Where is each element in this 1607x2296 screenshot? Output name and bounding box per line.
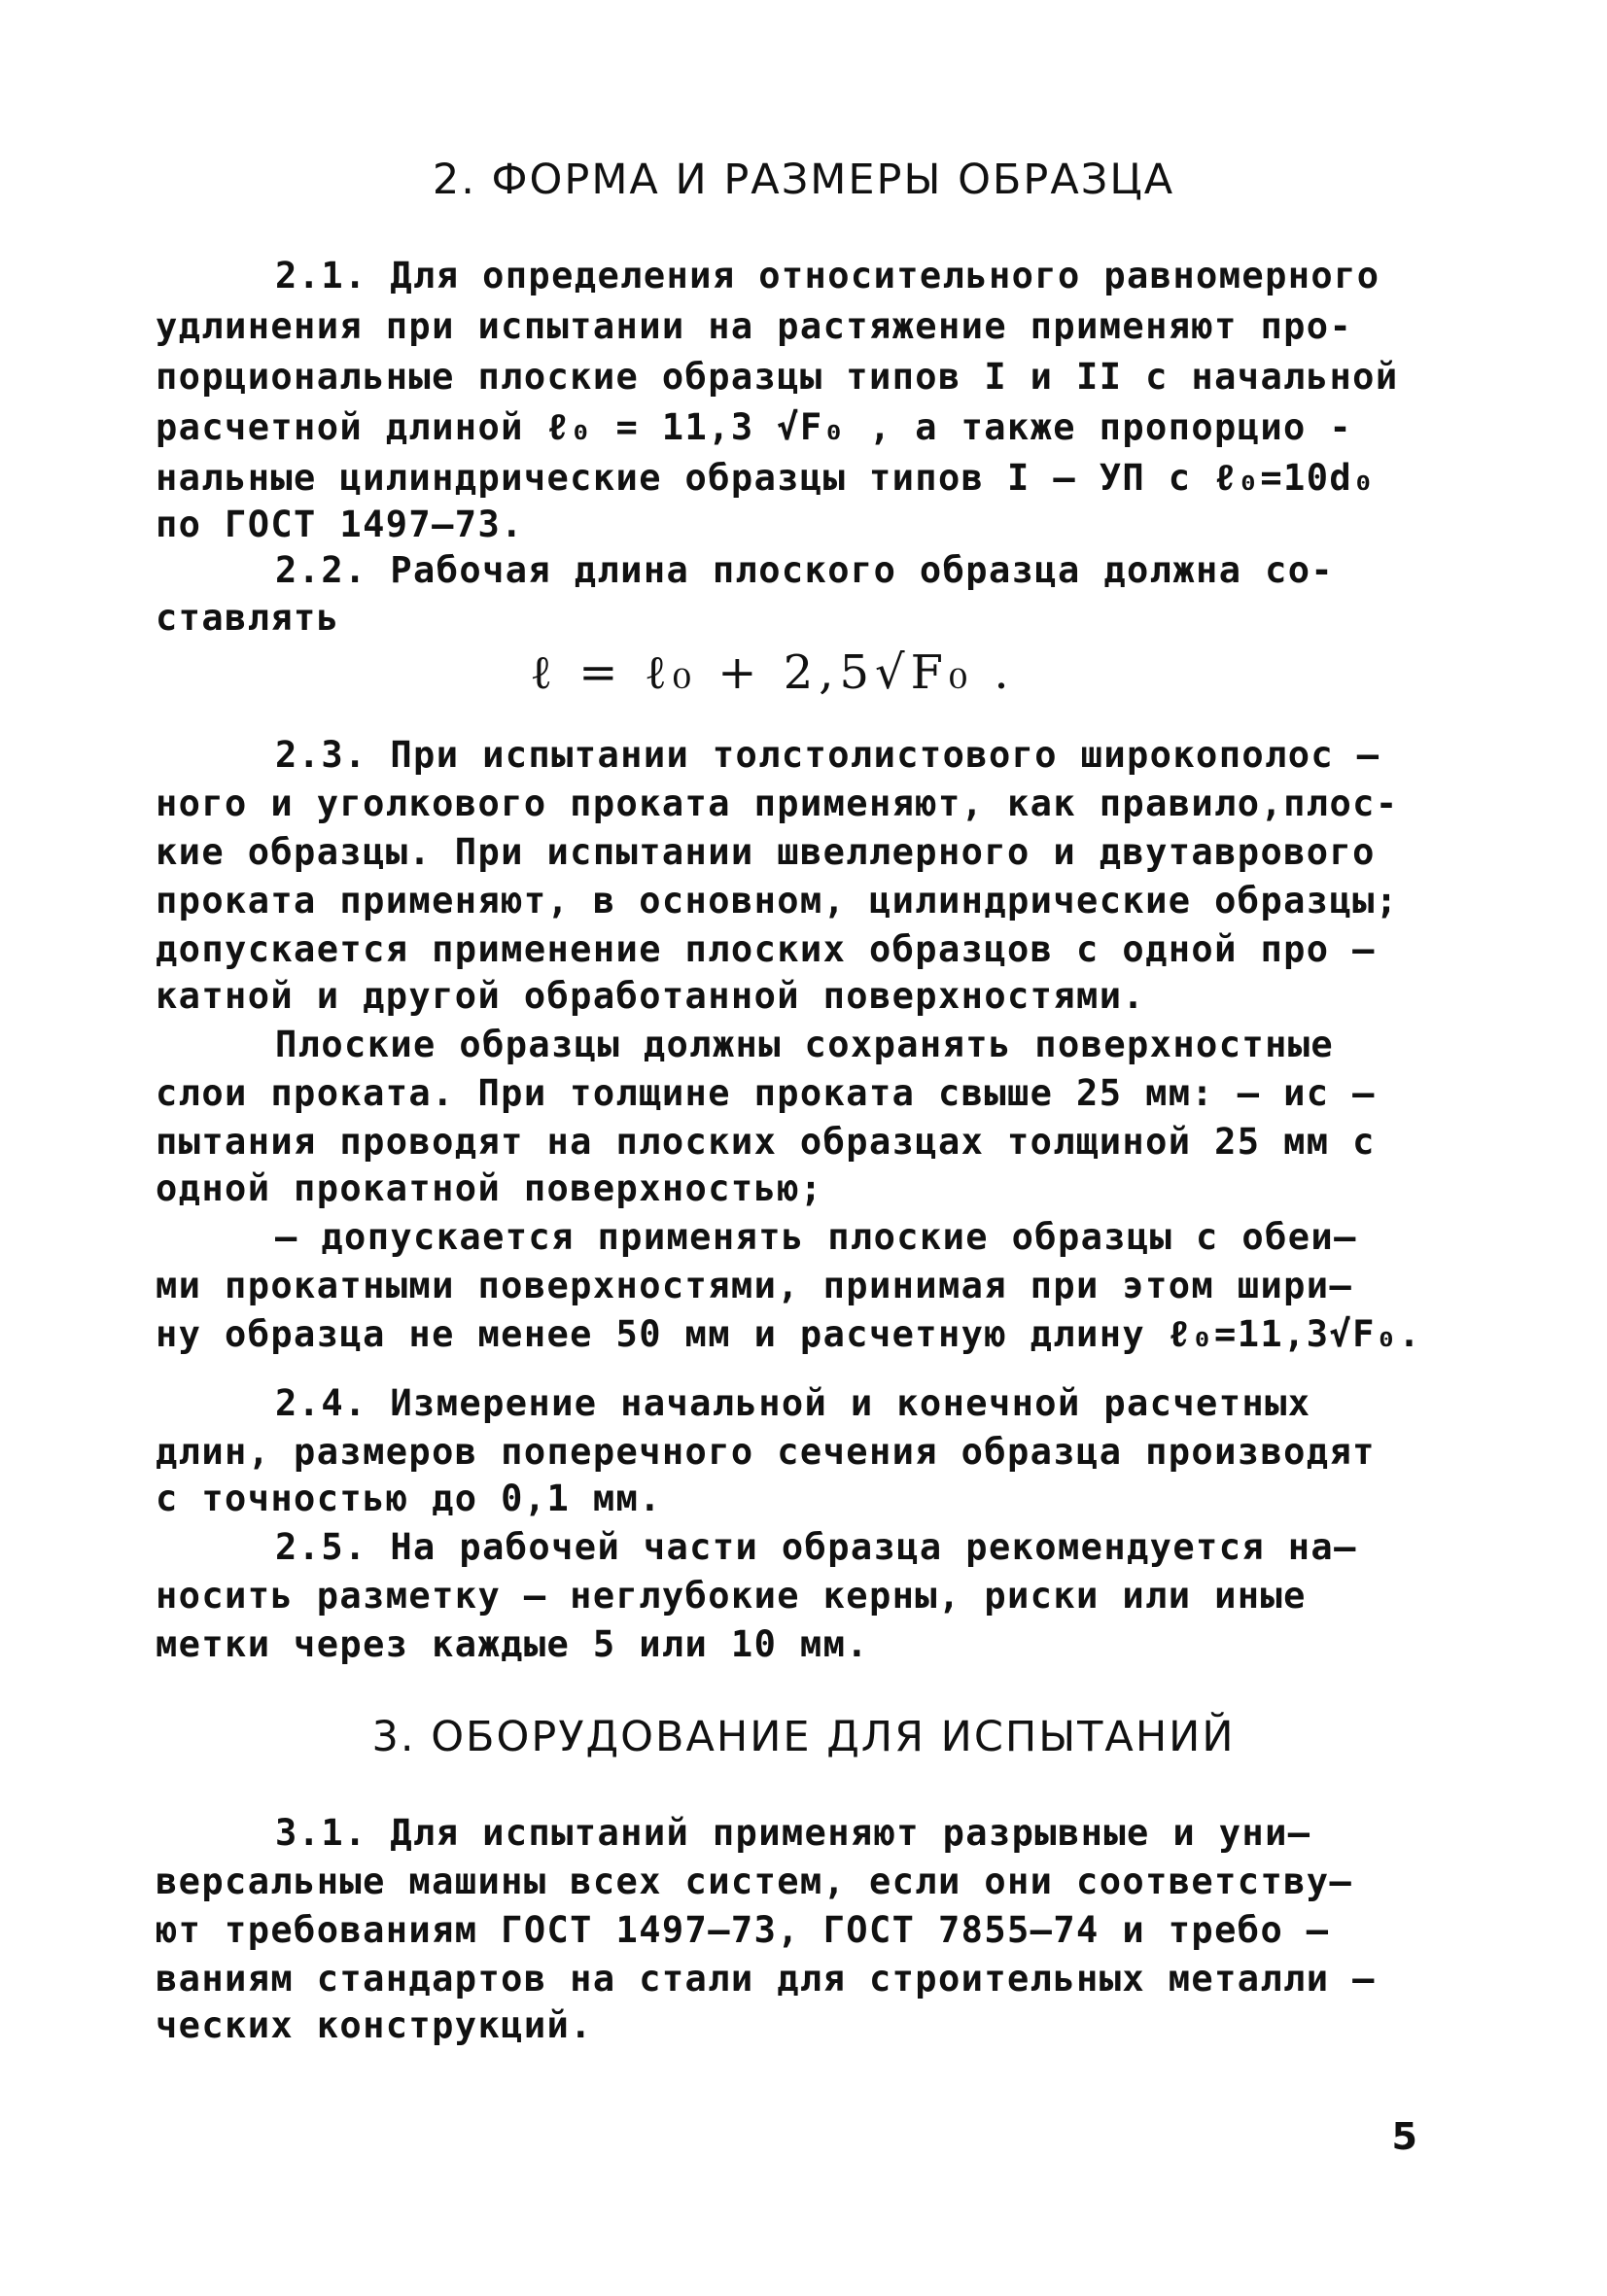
p2-1-line-3: порциональные плоские образцы типов I и II с начальной <box>156 356 1399 398</box>
section-3-heading: 3. ОБОРУДОВАНИЕ ДЛЯ ИСПЫТАНИЙ <box>371 1713 1236 1761</box>
section-2-heading: 2. ФОРМА И РАЗМЕРЫ ОБРАЗЦА <box>432 156 1175 204</box>
p2-3-line-4: проката применяют, в основном, цилиндрические образцы; <box>156 880 1399 922</box>
p2-3b-line-3: пытания проводят на плоских образцах толщиной 25 мм с <box>156 1121 1376 1163</box>
page-number: 5 <box>1391 2115 1417 2158</box>
formula-working-length: ℓ = ℓ₀ + 2,5√F₀ . <box>530 645 1015 700</box>
p3-1-line-5: ческих конструкций. <box>156 2004 593 2046</box>
p2-3-line-1: 2.3. При испытании толстолистового широкополос – <box>275 734 1380 776</box>
p2-5-line-1: 2.5. На рабочей части образца рекомендуется на– <box>275 1526 1357 1568</box>
p3-1-line-2: версальные машины всех систем, если они соответству– <box>156 1861 1353 1902</box>
p2-3-line-5: допускается применение плоских образцов с одной про – <box>156 928 1376 970</box>
p2-2-line-1: 2.2. Рабочая длина плоского образца должна со- <box>275 549 1335 591</box>
p2-5-line-3: метки через каждые 5 или 10 мм. <box>156 1623 869 1665</box>
p2-4-line-2: длин, размеров поперечного сечения образца производят <box>156 1431 1376 1473</box>
p2-2-line-2: ставлять <box>156 597 340 639</box>
p2-1-line-2: удлинения при испытании на растяжение применяют про- <box>156 305 1353 347</box>
p2-1-line-6: по ГОСТ 1497–73. <box>156 504 524 545</box>
p3-1-line-1: 3.1. Для испытаний применяют разрывные и уни– <box>275 1812 1311 1854</box>
p2-1-line-4: расчетной длиной ℓ₀ = 11,3 √F₀ , а также пропорцио - <box>156 406 1353 448</box>
p2-3c-line-2: ми прокатными поверхностями, принимая при этом шири– <box>156 1265 1353 1306</box>
p2-4-line-1: 2.4. Измерение начальной и конечной расчетных <box>275 1382 1311 1424</box>
p2-5-line-2: носить разметку – неглубокие керны, риски или иные <box>156 1575 1307 1617</box>
p2-3-line-3: кие образцы. При испытании швеллерного и двутаврового <box>156 831 1376 873</box>
p2-3b-line-4: одной прокатной поверхностью; <box>156 1167 823 1209</box>
p2-3b-line-2: слои проката. При толщине проката свыше 25 мм: – ис – <box>156 1072 1376 1114</box>
p2-3b-line-1: Плоские образцы должны сохранять поверхностные <box>275 1024 1335 1065</box>
p2-4-line-3: с точностью до 0,1 мм. <box>156 1478 662 1519</box>
p2-3c-line-1: – допускается применять плоские образцы с обеи– <box>275 1216 1357 1258</box>
p3-1-line-4: ваниям стандартов на стали для строительных металли – <box>156 1958 1376 2000</box>
p2-3-line-6: катной и другой обработанной поверхностями. <box>156 975 1146 1017</box>
p2-3-line-2: ного и уголкового проката применяют, как правило,плос- <box>156 783 1399 824</box>
p2-3c-line-3: ну образца не менее 50 мм и расчетную длину ℓ₀=11,3√F₀. <box>156 1313 1422 1355</box>
p2-1-line-1: 2.1. Для определения относительного равномерного <box>275 255 1380 296</box>
p3-1-line-3: ют требованиям ГОСТ 1497–73, ГОСТ 7855–74 и требо – <box>156 1909 1330 1951</box>
p2-1-line-5: нальные цилиндрические образцы типов I – УП с ℓ₀=10d₀ <box>156 457 1376 499</box>
